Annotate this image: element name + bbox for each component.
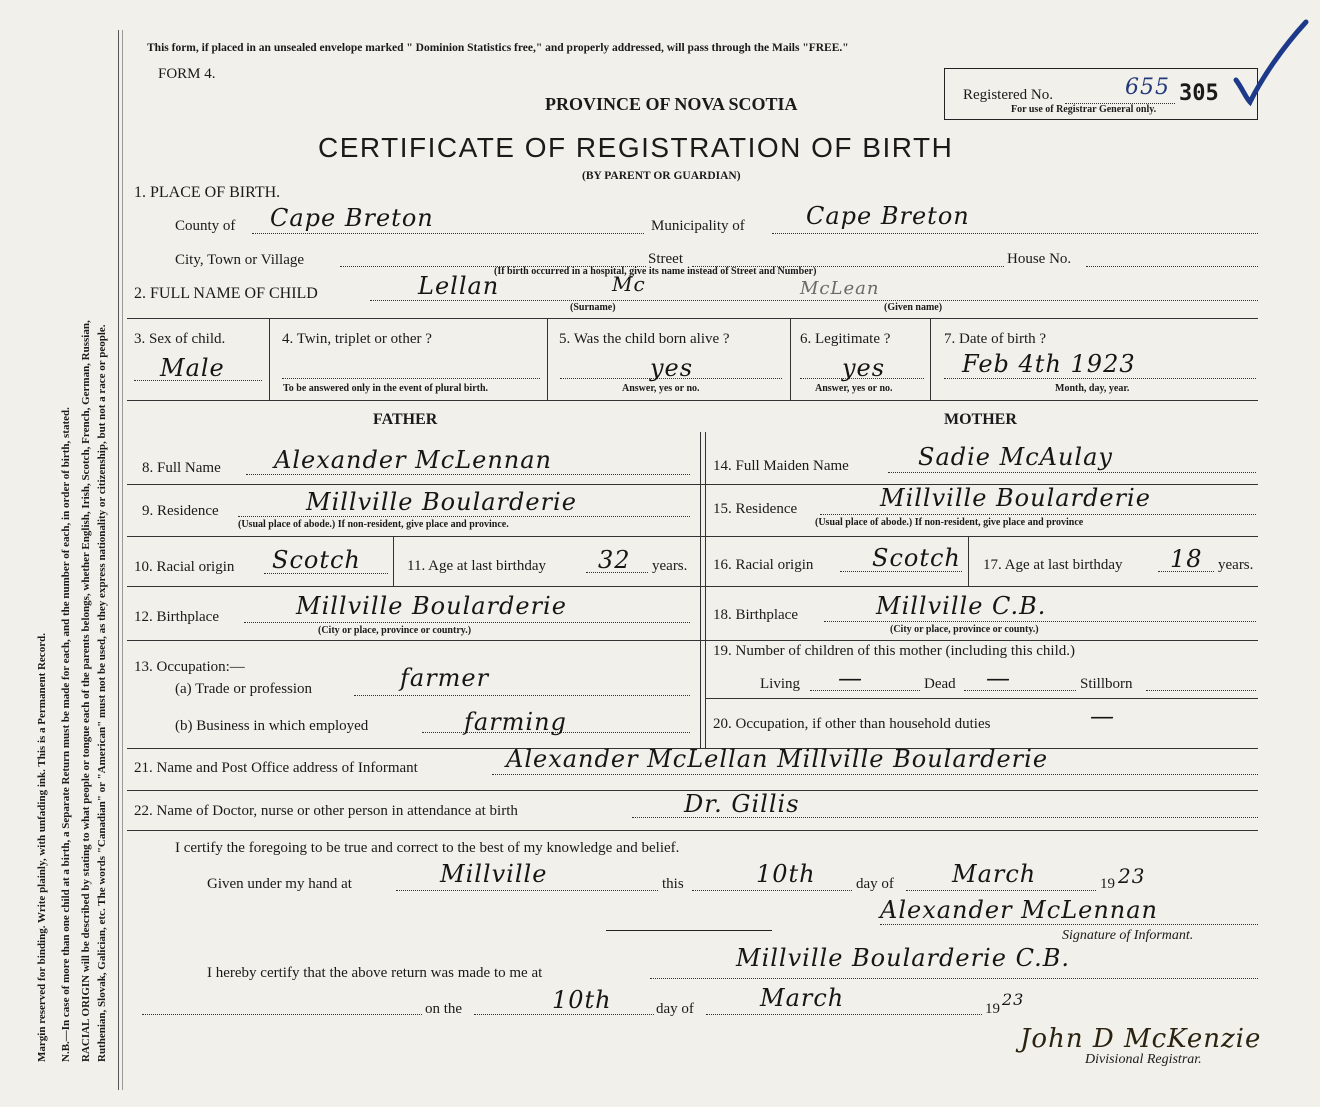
mother-race-label: 16. Racial origin: [713, 557, 814, 573]
given-dayof-label: day of: [856, 876, 894, 892]
registration-box: [944, 68, 1258, 120]
mother-birthplace-value: Millville C.B.: [876, 592, 1047, 620]
registrar-caption: Divisional Registrar.: [1085, 1052, 1202, 1067]
registered-handwritten: 655: [1125, 75, 1170, 100]
child-name-label: 2. FULL NAME OF CHILD: [134, 285, 318, 302]
margin-rule: [118, 30, 119, 1090]
registrar-note: For use of Registrar General only.: [1011, 104, 1157, 115]
registrar-month-value: March: [760, 984, 845, 1012]
given-year-prefix: 19: [1100, 876, 1115, 892]
father-birthplace-value: Millville Boularderie: [296, 592, 567, 620]
mail-notice: This form, if placed in an unsealed envelope marked " Dominion Statistics free," and properly addressed, will pass through the Mails "FREE.": [147, 42, 849, 54]
dob-note: Month, day, year.: [1055, 383, 1130, 394]
twin-note: To be answered only in the event of plural birth.: [283, 383, 489, 394]
this-label: this: [662, 876, 684, 892]
mother-residence-label: 15. Residence: [713, 501, 798, 517]
stillborn-label: Stillborn: [1080, 676, 1133, 692]
given-year-suffix: 23: [1118, 864, 1146, 888]
registrar-year-suffix: 23: [1002, 990, 1025, 1009]
given-place-value: Millville: [440, 860, 548, 888]
child-surname-value: Lellan: [418, 272, 500, 300]
father-age-unit: years.: [652, 558, 688, 574]
registrar-year-prefix: 19: [985, 1001, 1000, 1017]
sex-value: Male: [160, 354, 225, 382]
given-month-value: March: [952, 860, 1037, 888]
registered-stamp: 305: [1179, 81, 1219, 106]
registered-label: Registered No.: [963, 87, 1053, 103]
father-name-label: 8. Full Name: [142, 460, 221, 476]
legitimate-note: Answer, yes or no.: [815, 383, 893, 394]
mother-birthplace-label: 18. Birthplace: [713, 607, 798, 623]
given-name-caption: (Given name): [884, 302, 943, 313]
province-heading: PROVINCE OF NOVA SCOTIA: [545, 94, 798, 114]
given-day-value: 10th: [756, 860, 816, 888]
trade-value: farmer: [400, 664, 490, 692]
father-age-label: 11. Age at last birthday: [407, 558, 546, 574]
mother-age-unit: years.: [1218, 557, 1254, 573]
informant-value: Alexander McLellan Millville Boularderie: [506, 745, 1049, 773]
municipality-value: Cape Breton: [806, 202, 970, 230]
father-race-label: 10. Racial origin: [134, 559, 235, 575]
legitimate-label: 6. Legitimate ?: [800, 331, 891, 347]
given-at-label: Given under my hand at: [207, 876, 352, 892]
city-label: City, Town or Village: [175, 252, 305, 268]
father-heading: FATHER: [373, 411, 438, 428]
trade-label: (a) Trade or profession: [175, 681, 313, 697]
mother-age-label: 17. Age at last birthday: [983, 557, 1123, 573]
alive-value: yes: [650, 354, 694, 382]
margin-line-2: N.B.—In case of more than one child at a birth, a Separate Return must be made for each, and the number of each, in order of birth, stated.: [60, 407, 72, 1062]
registrar-signature: John D McKenzie: [1020, 1024, 1262, 1054]
child-given-value: McLean: [800, 278, 880, 299]
certify-statement: I certify the foregoing to be true and correct to the best of my knowledge and belief.: [175, 840, 680, 856]
father-race-value: Scotch: [272, 546, 361, 574]
living-label: Living: [760, 676, 800, 692]
margin-line-4: Ruthenian, Slovak, Galician, etc. The words "Canadian" or "American" must not be used, as they express nationality or citizenship, but not a race or people.: [96, 324, 108, 1062]
mother-age-value: 18: [1170, 545, 1203, 573]
dob-value: Feb 4th 1923: [962, 350, 1136, 378]
street-label: Street: [648, 251, 683, 267]
form-number: FORM 4.: [158, 66, 216, 82]
father-birthplace-label: 12. Birthplace: [134, 609, 219, 625]
business-value: farming: [464, 708, 567, 736]
informant-signature: Alexander McLennan: [880, 896, 1159, 924]
business-label: (b) Business in which employed: [175, 718, 369, 734]
father-name-value: Alexander McLennan: [274, 446, 553, 474]
place-of-birth-heading: 1. PLACE OF BIRTH.: [134, 184, 281, 201]
child-surname-prefix: Mc: [612, 272, 646, 296]
registrar-place-value: Millville Boularderie C.B.: [736, 944, 1070, 972]
margin-line-3: RACIAL ORIGIN will be described by stating to what people or tongue each of the parents belongs, whether English, Irish, Scotch, French, German, Russian,: [80, 320, 92, 1062]
legitimate-value: yes: [842, 354, 886, 382]
mother-name-value: Sadie McAulay: [918, 443, 1113, 471]
mother-name-label: 14. Full Maiden Name: [713, 458, 849, 474]
mother-heading: MOTHER: [944, 411, 1017, 428]
document-title: CERTIFICATE OF REGISTRATION OF BIRTH: [318, 132, 954, 163]
document-subtitle: (BY PARENT OR GUARDIAN): [582, 170, 741, 182]
dead-label: Dead: [924, 676, 956, 692]
father-birthplace-note: (City or place, province or country.): [318, 625, 472, 636]
surname-caption: (Surname): [570, 302, 616, 313]
occupation-label: 13. Occupation:—: [134, 659, 245, 675]
informant-label: 21. Name and Post Office address of Informant: [134, 760, 418, 776]
informant-signature-caption: Signature of Informant.: [1062, 928, 1194, 943]
mother-race-value: Scotch: [872, 544, 961, 572]
doctor-value: Dr. Gillis: [684, 790, 800, 818]
municipality-label: Municipality of: [651, 218, 745, 234]
father-residence-label: 9. Residence: [142, 503, 219, 519]
margin-line-1: Margin reserved for binding. Write plainly, with unfading ink. This is a Permanent Record.: [36, 633, 48, 1062]
mother-occupation-value: —: [1090, 702, 1115, 730]
sex-label: 3. Sex of child.: [134, 331, 226, 347]
registrar-statement: I hereby certify that the above return was made to me at: [207, 965, 543, 981]
dob-label: 7. Date of birth ?: [944, 331, 1047, 347]
father-residence-value: Millville Boularderie: [306, 488, 577, 516]
mother-birthplace-note: (City or place, province or county.): [890, 624, 1039, 635]
dead-value: —: [986, 664, 1011, 692]
house-number-label: House No.: [1007, 251, 1072, 267]
check-mark-icon: [1232, 18, 1312, 108]
twin-label: 4. Twin, triplet or other ?: [282, 331, 432, 347]
alive-note: Answer, yes or no.: [622, 383, 700, 394]
margin-rule-inner: [122, 30, 123, 1090]
father-age-value: 32: [598, 546, 631, 574]
county-value: Cape Breton: [270, 204, 434, 232]
living-value: —: [838, 664, 863, 692]
hospital-note: (If birth occurred in a hospital, give its name instead of Street and Number): [494, 266, 817, 277]
county-label: County of: [175, 218, 236, 234]
mother-occupation-label: 20. Occupation, if other than household duties: [713, 716, 991, 732]
doctor-label: 22. Name of Doctor, nurse or other person in attendance at birth: [134, 803, 518, 819]
mother-residence-note: (Usual place of abode.) If non-resident, give place and province: [815, 517, 1084, 528]
father-residence-note: (Usual place of abode.) If non-resident, give place and province.: [238, 519, 509, 530]
mother-residence-value: Millville Boularderie: [880, 484, 1151, 512]
registrar-dayof-label: day of: [656, 1001, 694, 1017]
on-the-label: on the: [425, 1001, 463, 1017]
registrar-day-value: 10th: [552, 986, 612, 1014]
alive-label: 5. Was the child born alive ?: [559, 331, 730, 347]
children-count-label: 19. Number of children of this mother (including this child.): [713, 643, 1076, 659]
